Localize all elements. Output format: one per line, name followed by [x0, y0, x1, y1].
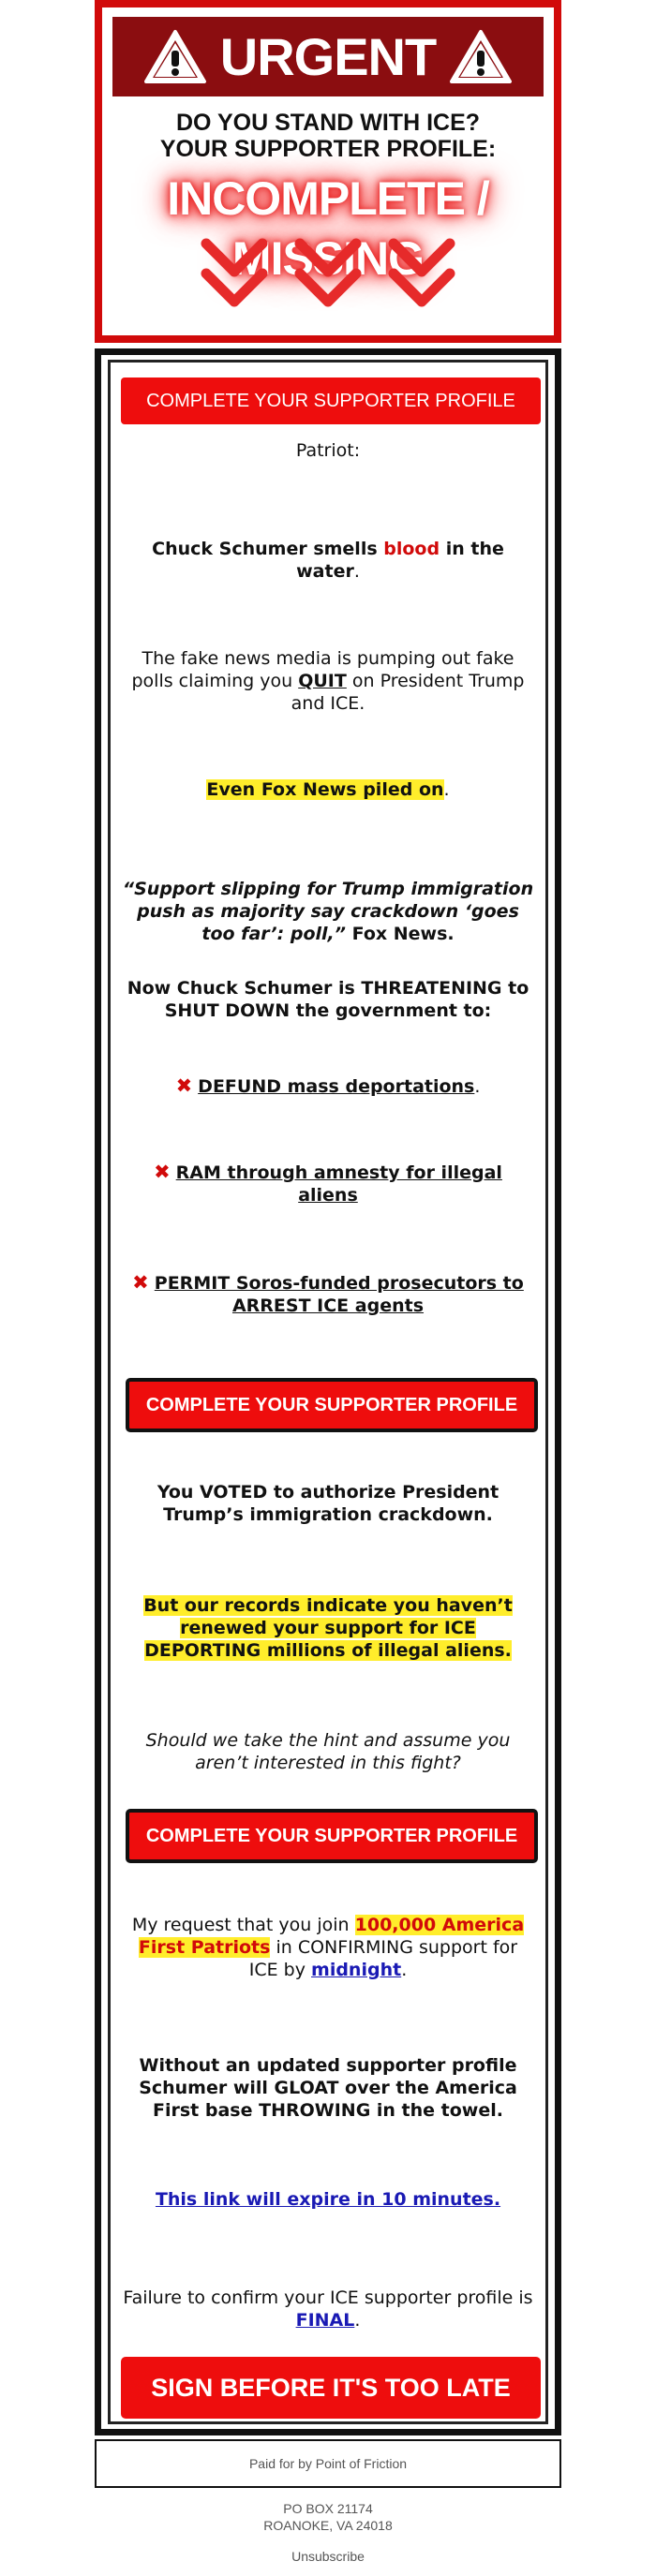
hint-paragraph: Should we take the hint and assume you aren’t interested in this fight? — [145, 1730, 511, 1773]
records-highlight: But our records indicate you haven’t renewed your support for ICE DEPORTING millions of illegal aliens. — [143, 1595, 513, 1661]
gloat-paragraph: Without an updated supporter profile Schumer will GLOAT over the America First base THROWING in the towel. — [139, 2055, 517, 2121]
profile-status: INCOMPLETE / MISSING — [167, 172, 489, 285]
fox-quote — [111, 878, 545, 945]
schumer-pre: Chuck Schumer smells — [152, 539, 384, 559]
sign-button[interactable]: SIGN BEFORE IT'S TOO LATE — [121, 2357, 541, 2419]
double-chevron-down-icon — [199, 234, 270, 313]
email-body — [95, 348, 561, 2435]
greeting: Patriot: — [295, 440, 361, 461]
final-link[interactable]: FINAL — [295, 2310, 355, 2331]
bullet-defund-text: DEFUND mass deportations — [198, 1076, 475, 1097]
fox-highlight: Even Fox News piled on — [206, 779, 444, 800]
complete-profile-button[interactable]: COMPLETE YOUR SUPPORTER PROFILE — [126, 1378, 538, 1432]
cross-mark-icon: ✖ — [175, 1074, 193, 1097]
bullet-prosecutors-text: PERMIT Soros-funded prosecutors to ARREST ICE agents — [154, 1273, 524, 1316]
cross-mark-icon: ✖ — [154, 1161, 171, 1183]
schumer-red-word: blood — [383, 539, 440, 559]
quote-text: “Support slipping for Trump immigration push as majority say crackdown ‘goes too far’: poll,” — [122, 879, 534, 944]
expire-link[interactable]: This link will expire in 10 minutes. — [155, 2189, 501, 2210]
bullet-amnesty-text: RAM through amnesty for illegal aliens — [175, 1162, 502, 1206]
city-line: ROANOKE, VA 24018 — [263, 2518, 393, 2533]
expire-paragraph — [111, 2188, 545, 2211]
urgent-banner — [112, 17, 544, 96]
urgent-header — [95, 0, 561, 343]
bullet-amnesty — [111, 1161, 545, 1207]
request-paragraph — [111, 1914, 545, 1981]
failure-dot: . — [354, 2310, 361, 2331]
threat-paragraph: Now Chuck Schumer is THREATENING to SHUT DOWN the government to: — [127, 978, 529, 1021]
complete-profile-button[interactable]: COMPLETE YOUR SUPPORTER PROFILE — [121, 378, 541, 424]
complete-profile-button[interactable]: COMPLETE YOUR SUPPORTER PROFILE — [126, 1809, 538, 1863]
po-box: PO BOX 21174 — [283, 2501, 373, 2516]
voted-paragraph: You VOTED to authorize President Trump’s immigration crackdown. — [157, 1482, 499, 1525]
fake-news-paragraph — [111, 647, 545, 715]
warning-icon — [143, 29, 207, 85]
schumer-post: in the water — [296, 539, 504, 582]
midnight-link[interactable]: midnight — [311, 1960, 402, 1980]
fox-dot: . — [443, 779, 450, 800]
unsubscribe-row — [0, 2548, 656, 2565]
bullet-defund-dot: . — [474, 1076, 481, 1097]
schumer-dot: . — [353, 561, 360, 582]
fox-paragraph — [111, 778, 545, 801]
quit-word: QUIT — [298, 671, 347, 691]
request-dot: . — [401, 1960, 408, 1980]
chevron-row — [102, 234, 554, 313]
cross-mark-icon: ✖ — [132, 1271, 149, 1294]
quote-source: Fox News. — [346, 924, 455, 944]
records-paragraph — [111, 1594, 545, 1662]
double-chevron-down-icon — [386, 234, 457, 313]
schumer-paragraph — [111, 538, 545, 583]
paid-for-disclaimer: Paid for by Point of Friction — [95, 2439, 561, 2488]
fake-news-post: on President Trump and ICE. — [291, 671, 525, 714]
bullet-prosecutors — [111, 1271, 545, 1317]
urgent-title: URGENT — [219, 26, 437, 86]
unsubscribe-link[interactable]: Unsubscribe — [291, 2549, 365, 2564]
ice-question: DO YOU STAND WITH ICE? — [175, 110, 481, 136]
request-highlight: 100,000 America First Patriots — [138, 1915, 525, 1958]
email-body-inner — [108, 360, 548, 2424]
request-pre: My request that you join — [131, 1915, 355, 1935]
request-mid: in CONFIRMING support for ICE by — [248, 1937, 518, 1980]
failure-pre: Failure to confirm your ICE supporter profile is — [123, 2287, 533, 2308]
fake-news-pre: The fake news media is pumping out fake polls claiming you — [131, 648, 514, 691]
double-chevron-down-icon — [292, 234, 364, 313]
profile-label: YOUR SUPPORTER PROFILE: — [159, 136, 497, 162]
failure-paragraph — [111, 2287, 545, 2332]
bullet-defund — [111, 1074, 545, 1098]
warning-icon — [449, 29, 513, 85]
